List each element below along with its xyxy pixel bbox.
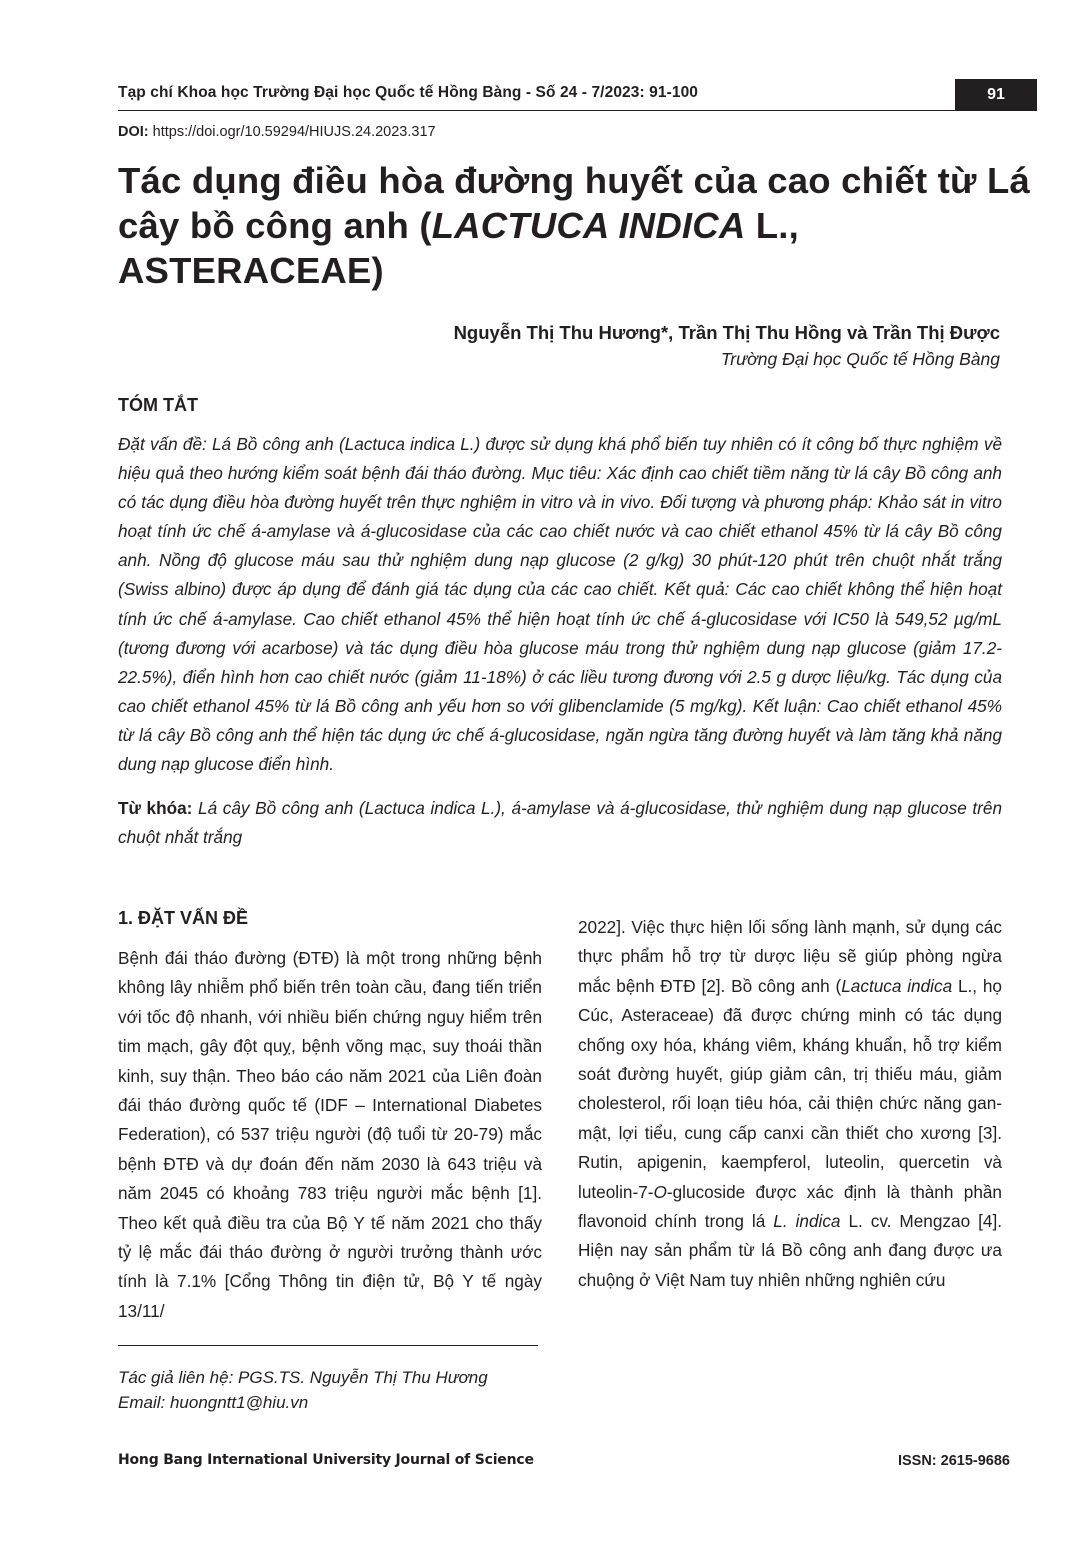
- keywords-text: Lá cây Bồ công anh (Lactuca indica L.), á-amylase và á-glucosidase, thử nghiệm dung nạp glucose trên chuột nhắt trắng: [118, 798, 1002, 847]
- doi-line: [118, 124, 436, 140]
- section-heading: 1. ĐẶT VẤN ĐỀ: [118, 908, 249, 928]
- doi-label: DOI:: [118, 124, 149, 140]
- text-run: L., họ Cúc, Asteraceae) đã được chứng minh có tác dụng chống oxy hóa, kháng viêm, kháng khuẩn, hỗ trợ kiểm soát đường huyết, giúp giảm cân, trị thiếu máu, giảm cholesterol, rối loạn tiêu hóa, cải thiện chức năng gan-mật, lợi tiểu, cung cấp canxi cần thiết cho xương [3]. Rutin, apigenin, kaempferol, luteolin, quercetin và luteolin-7-: [578, 975, 1002, 1202]
- title-species: LACTUCA INDICA: [431, 205, 746, 246]
- text-run: L. cv. Mengzao [4]. Hiện nay sản phẩm từ lá Bồ công anh đang được ưa chuộng ở Việt Nam tuy nhiên những nghiên cứu: [578, 1211, 1002, 1290]
- page-number: 91: [987, 86, 1005, 103]
- text-run: 2022]. Việc thực hiện lối sống lành mạnh, sử dụng các thực phẩm hỗ trợ từ dược liệu sẽ giúp phòng ngừa mắc bệnh ĐTĐ [2]. Bồ công anh (: [578, 917, 1002, 996]
- article-title: [118, 158, 1038, 293]
- corresponding-author: Tác giả liên hệ: PGS.TS. Nguyễn Thị Thu Hương: [118, 1368, 488, 1387]
- body-paragraph: [578, 913, 1002, 1295]
- text-run: -glucoside được xác định là thành phần flavonoid chính trong lá: [578, 1181, 1002, 1232]
- author-email[interactable]: Email: huongntt1@hiu.vn: [118, 1393, 309, 1412]
- page-number-badge: [955, 79, 1037, 111]
- affiliation: Trường Đại học Quốc tế Hồng Bàng: [720, 349, 1000, 369]
- abstract-text: Đặt vấn đề: Lá Bồ công anh (Lactuca indica L.) được sử dụng khá phổ biến tuy nhiên có ít công bố thực nghiệm về hiệu quả theo hướng kiểm soát bệnh đái tháo đường. Mục tiêu: Xác định cao chiết tiềm năng từ lá cây Bồ công anh có tác dụng điều hòa đường huyết trên thực nghiệm in vitro và in vivo. Đối tượng và phương pháp: Khảo sát in vitro hoạt tính ức chế á-amylase và á-glucosidase của các cao chiết nước và cao chiết ethanol 45% từ lá cây Bồ công anh. Nồng độ glucose máu sau thử nghiệm dung nạp glucose (2 g/kg) 30 phút-120 phút trên chuột nhắt trắng (Swiss albino) được áp dụng để đánh giá tác dụng của các cao chiết. Kết quả: Các cao chiết không thể hiện hoạt tính ức chế á-amylase. Cao chiết ethanol 45% thể hiện hoạt tính ức chế á-glucosidase với IC50 là 549,52 µg/mL (tương đương với acarbose) và tác dụng điều hòa glucose máu trong thử nghiệm dung nạp glucose (giảm 17.2-22.5%), điển hình hơn cao chiết nước (giảm 11-18%) ở các liều tương đương với 2.5 g dược liệu/kg. Tác dụng của cao chiết ethanol 45% từ lá Bồ công anh yếu hơn so với glibenclamide (5 mg/kg). Kết luận: Cao chiết ethanol 45% từ lá cây Bồ công anh thể hiện tác dụng ức chế á-glucosidase, ngăn ngừa tăng đường huyết và làm tăng khả năng dung nạp glucose điển hình.: [118, 434, 1002, 775]
- title-part1: Tác dụng điều hòa đường huyết của cao chiết từ Lá cây bồ công anh (: [118, 160, 1030, 246]
- species-name: Lactuca indica: [841, 975, 953, 996]
- body-column-left: [118, 944, 542, 1326]
- journal-header: Tạp chí Khoa học Trường Đại học Quốc tế Hồng Bàng - Số 24 - 7/2023: 91-100: [118, 84, 699, 101]
- title-part2: L., ASTERACEAE): [118, 205, 799, 291]
- doi-link[interactable]: https://doi.ogr/10.59294/HIUJS.24.2023.317: [152, 124, 436, 140]
- body-column-right: [578, 913, 1002, 1295]
- corresponding-author-note: [118, 1365, 488, 1415]
- footer-issn: ISSN: 2615-9686: [897, 1453, 1010, 1469]
- footnote-divider: [118, 1345, 538, 1346]
- keywords-label: Từ khóa:: [118, 798, 193, 818]
- keywords: [118, 794, 1002, 852]
- authors: Nguyễn Thị Thu Hương*, Trần Thị Thu Hồng và Trần Thị Được: [453, 322, 1000, 343]
- footer-journal-name: Hong Bang International University Journal of Science: [118, 1452, 534, 1468]
- header-divider: [118, 110, 955, 111]
- italic-letter: O: [653, 1181, 667, 1202]
- body-paragraph: Bệnh đái tháo đường (ĐTĐ) là một trong những bệnh không lây nhiễm phổ biến trên toàn cầu, đang tiến triển với tốc độ nhanh, với nhiều biến chứng nguy hiểm trên tim mạch, gây đột quỵ, bệnh võng mạc, suy thoái thần kinh, suy thận. Theo báo cáo năm 2021 của Liên đoàn đái tháo đường quốc tế (IDF – International Diabetes Federation), có 537 triệu người (độ tuổi từ 20-79) mắc bệnh ĐTĐ và dự đoán đến năm 2030 là 643 triệu và năm 2045 có khoảng 783 triệu người mắc bệnh [1]. Theo kết quả điều tra của Bộ Y tế năm 2021 cho thấy tỷ lệ mắc đái tháo đường ở người trưởng thành ước tính là 7.1% [Cổng Thông tin điện tử, Bộ Y tế ngày 13/11/: [118, 948, 542, 1321]
- species-name: L. indica: [773, 1211, 841, 1232]
- abstract-heading: TÓM TẮT: [118, 395, 198, 415]
